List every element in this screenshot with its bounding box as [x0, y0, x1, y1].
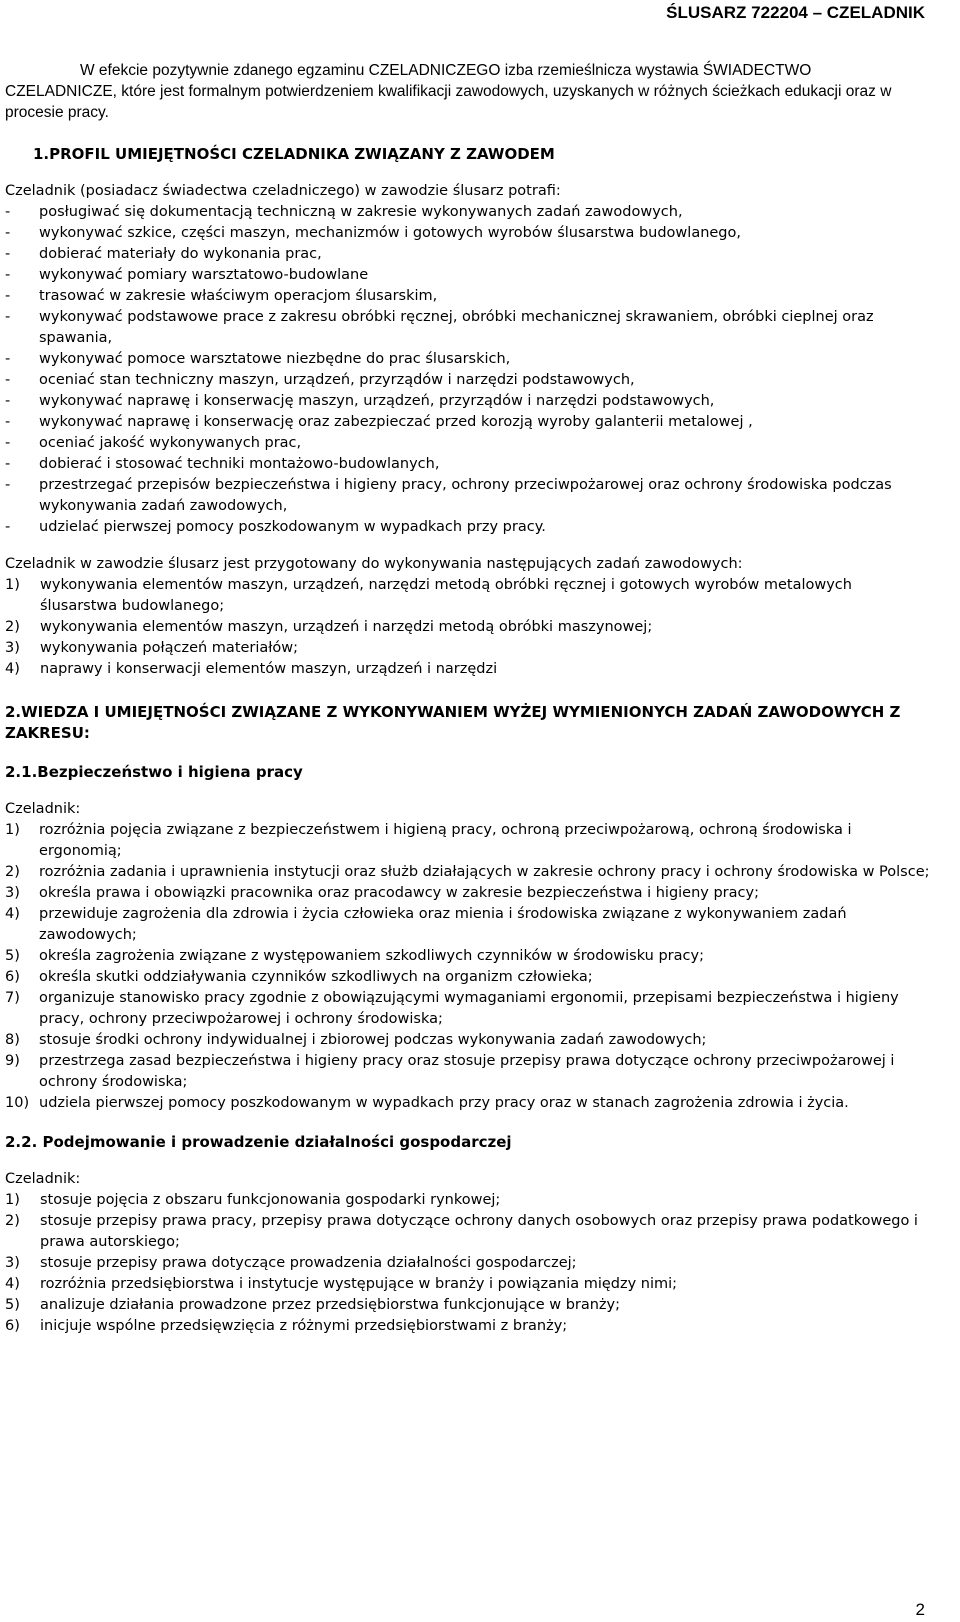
list-item-text: organizuje stanowisko pracy zgodnie z obowiązującymi wymaganiami ergonomii, przepisami bezpieczeństwa i higieny pracy, ochrony przeciwpożarowej i ochrony środowiska; [39, 990, 899, 1027]
dash-marker: - [5, 519, 11, 535]
list-item-text: oceniać jakość wykonywanych prac, [39, 435, 302, 451]
list-item-text: trasować w zakresie właściwym operacjom ślusarskim, [39, 288, 438, 304]
tasks-list [5, 575, 930, 680]
section-1-heading: 1.PROFIL UMIEJĘTNOŚCI CZELADNIKA ZWIĄZANY Z ZAWODEM [33, 145, 555, 163]
section-2-2-heading: 2.2. Podejmowanie i prowadzenie działalności gospodarczej [5, 1133, 512, 1151]
list-item [5, 946, 930, 967]
list-item-text: wykonywania połączeń materiałów; [40, 640, 299, 656]
list-item-number: 1) [5, 1192, 20, 1208]
list-item-number: 1) [5, 577, 20, 593]
list-item [5, 223, 930, 244]
list-item-text: inicjuje wspólne przedsięwzięcia z różnymi przedsiębiorstwami z branży; [40, 1318, 568, 1334]
section-2-1-heading: 2.1.Bezpieczeństwo i higiena pracy [5, 763, 303, 781]
list-item [5, 617, 930, 638]
dash-marker: - [5, 225, 11, 241]
dash-marker: - [5, 288, 11, 304]
list-item [5, 1295, 930, 1316]
list-item [5, 349, 930, 370]
list-item-number: 4) [5, 661, 20, 677]
list-item-number: 3) [5, 1255, 20, 1271]
dash-marker: - [5, 267, 11, 283]
list-item-number: 2) [5, 619, 20, 635]
list-item-text: rozróżnia zadania i uprawnienia instytucji oraz służb działających w zakresie ochrony pracy i ochrony środowiska w Polsce; [39, 864, 930, 880]
list-item-text: wykonywać naprawę i konserwację maszyn, urządzeń, przyrządów i narzędzi podstawowych, [39, 393, 715, 409]
list-item-text: stosuje przepisy prawa pracy, przepisy prawa dotyczące ochrony danych osobowych oraz przepisy prawa podatkowego i prawa autorskiego; [40, 1213, 918, 1250]
list-item [5, 1190, 930, 1211]
list-item-text: wykonywania elementów maszyn, urządzeń i narzędzi metodą obróbki maszynowej; [40, 619, 653, 635]
section-2-1-lead: Czeladnik: [5, 801, 81, 817]
list-item [5, 433, 930, 454]
list-item-text: udziela pierwszej pomocy poszkodowanym w wypadkach przy pracy oraz w stanach zagrożenia zdrowia i życia. [39, 1095, 849, 1111]
list-item-number: 9) [5, 1053, 20, 1069]
dash-marker: - [5, 204, 11, 220]
list-item [5, 265, 930, 286]
list-item-number: 5) [5, 1297, 20, 1313]
list-item-number: 7) [5, 990, 20, 1006]
section-2-heading: 2.WIEDZA I UMIEJĘTNOŚCI ZWIĄZANE Z WYKONYWANIEM WYŻEJ WYMIENIONYCH ZADAŃ ZAWODOWYCH Z ZAKRESU: [5, 703, 901, 742]
list-item [5, 1030, 930, 1051]
dash-marker: - [5, 351, 11, 367]
dash-marker: - [5, 477, 11, 493]
list-item-number: 10) [5, 1095, 30, 1111]
page-number: 2 [915, 1600, 925, 1619]
list-item-text: oceniać stan techniczny maszyn, urządzeń, przyrządów i narzędzi podstawowych, [39, 372, 635, 388]
list-item-text: udzielać pierwszej pomocy poszkodowanym w wypadkach przy pracy. [39, 519, 546, 535]
intro-rest: CZELADNICZE, które jest formalnym potwierdzeniem kwalifikacji zawodowych, uzyskanych w różnych ścieżkach edukacji oraz w procesie pracy. [5, 83, 892, 121]
document-body [5, 60, 930, 1337]
list-item-text: analizuje działania prowadzone przez przedsiębiorstwa funkcjonujące w branży; [40, 1297, 621, 1313]
section-2-2-lead: Czeladnik: [5, 1171, 81, 1187]
list-item [5, 575, 930, 617]
list-item [5, 244, 930, 265]
list-item-text: stosuje środki ochrony indywidualnej i zbiorowej podczas wykonywania zadań zawodowych; [39, 1032, 707, 1048]
list-item-text: wykonywania elementów maszyn, urządzeń, narzędzi metodą obróbki ręcznej i gotowych wyrobów metalowych ślusarstwa budowlanego; [40, 577, 852, 614]
list-item [5, 517, 930, 538]
list-item-number: 5) [5, 948, 20, 964]
page-header-title: ŚLUSARZ 722204 – CZELADNIK [666, 3, 925, 22]
list-item [5, 391, 930, 412]
list-item-text: wykonywać podstawowe prace z zakresu obróbki ręcznej, obróbki mechanicznej skrawaniem, obróbki cieplnej oraz spawania, [39, 309, 874, 346]
list-item [5, 1051, 930, 1093]
list-item [5, 202, 930, 223]
list-item-text: rozróżnia pojęcia związane z bezpieczeństwem i higieną pracy, ochroną przeciwpożarową, ochroną środowiska i ergonomią; [39, 822, 852, 859]
list-item-text: naprawy i konserwacji elementów maszyn, urządzeń i narzędzi [40, 661, 498, 677]
list-item-number: 1) [5, 822, 20, 838]
intro-line-1: W efekcie pozytywnie zdanego egzaminu CZELADNICZEGO izba rzemieślnicza wystawia ŚWIADECTWO [80, 62, 812, 79]
list-item-number: 3) [5, 640, 20, 656]
list-item-number: 2) [5, 1213, 20, 1229]
dash-marker: - [5, 309, 11, 325]
list-item [5, 659, 930, 680]
list-item-number: 6) [5, 969, 20, 985]
dash-marker: - [5, 435, 11, 451]
list-item [5, 1274, 930, 1295]
list-item-text: stosuje przepisy prawa dotyczące prowadzenia działalności gospodarczej; [40, 1255, 577, 1271]
business-list [5, 1190, 930, 1337]
list-item-number: 2) [5, 864, 20, 880]
skills-list [5, 202, 930, 538]
tasks-lead: Czeladnik w zawodzie ślusarz jest przygotowany do wykonywania następujących zadań zawodowych: [5, 556, 743, 572]
list-item [5, 988, 930, 1030]
dash-marker: - [5, 393, 11, 409]
dash-marker: - [5, 456, 11, 472]
list-item-text: przestrzegać przepisów bezpieczeństwa i higieny pracy, ochrony przeciwpożarowej oraz ochrony środowiska podczas wykonywania zadań zawodowych, [39, 477, 892, 514]
list-item [5, 1316, 930, 1337]
list-item-number: 8) [5, 1032, 20, 1048]
list-item [5, 1093, 930, 1114]
list-item [5, 307, 930, 349]
bhp-list [5, 820, 930, 1114]
list-item-number: 3) [5, 885, 20, 901]
list-item [5, 475, 930, 517]
list-item [5, 286, 930, 307]
list-item-text: rozróżnia przedsiębiorstwa i instytucje występujące w branży i powiązania między nimi; [40, 1276, 678, 1292]
list-item [5, 370, 930, 391]
list-item-number: 4) [5, 906, 20, 922]
list-item-number: 6) [5, 1318, 20, 1334]
list-item [5, 883, 930, 904]
list-item [5, 820, 930, 862]
list-item [5, 904, 930, 946]
dash-marker: - [5, 246, 11, 262]
list-item [5, 862, 930, 883]
list-item-text: dobierać materiały do wykonania prac, [39, 246, 322, 262]
list-item-text: posługiwać się dokumentacją techniczną w zakresie wykonywanych zadań zawodowych, [39, 204, 683, 220]
list-item-text: wykonywać pomiary warsztatowo-budowlane [39, 267, 369, 283]
list-item-text: wykonywać pomoce warsztatowe niezbędne do prac ślusarskich, [39, 351, 511, 367]
list-item-text: określa skutki oddziaływania czynników szkodliwych na organizm człowieka; [39, 969, 593, 985]
list-item-text: dobierać i stosować techniki montażowo-budowlanych, [39, 456, 440, 472]
dash-marker: - [5, 372, 11, 388]
list-item-text: wykonywać szkice, części maszyn, mechanizmów i gotowych wyrobów ślusarstwa budowlanego, [39, 225, 741, 241]
list-item-text: przestrzega zasad bezpieczeństwa i higieny pracy oraz stosuje przepisy prawa dotyczące ochrony przeciwpożarowej i ochrony środowiska; [39, 1053, 895, 1090]
list-item-number: 4) [5, 1276, 20, 1292]
list-item-text: określa zagrożenia związane z występowaniem szkodliwych czynników w środowisku pracy; [39, 948, 704, 964]
dash-marker: - [5, 414, 11, 430]
list-item-text: określa prawa i obowiązki pracownika oraz pracodawcy w zakresie bezpieczeństwa i higieny pracy; [39, 885, 759, 901]
list-item [5, 454, 930, 475]
section-1-lead: Czeladnik (posiadacz świadectwa czeladniczego) w zawodzie ślusarz potrafi: [5, 183, 561, 199]
list-item-text: przewiduje zagrożenia dla zdrowia i życia człowieka oraz mienia i środowiska związane z wykonywaniem zadań zawodowych; [39, 906, 847, 943]
list-item [5, 967, 930, 988]
list-item-text: wykonywać naprawę i konserwację oraz zabezpieczać przed korozją wyroby galanterii metalowej , [39, 414, 753, 430]
list-item-text: stosuje pojęcia z obszaru funkcjonowania gospodarki rynkowej; [40, 1192, 501, 1208]
list-item [5, 1211, 930, 1253]
list-item [5, 638, 930, 659]
intro-paragraph [5, 60, 930, 123]
list-item [5, 1253, 930, 1274]
list-item [5, 412, 930, 433]
